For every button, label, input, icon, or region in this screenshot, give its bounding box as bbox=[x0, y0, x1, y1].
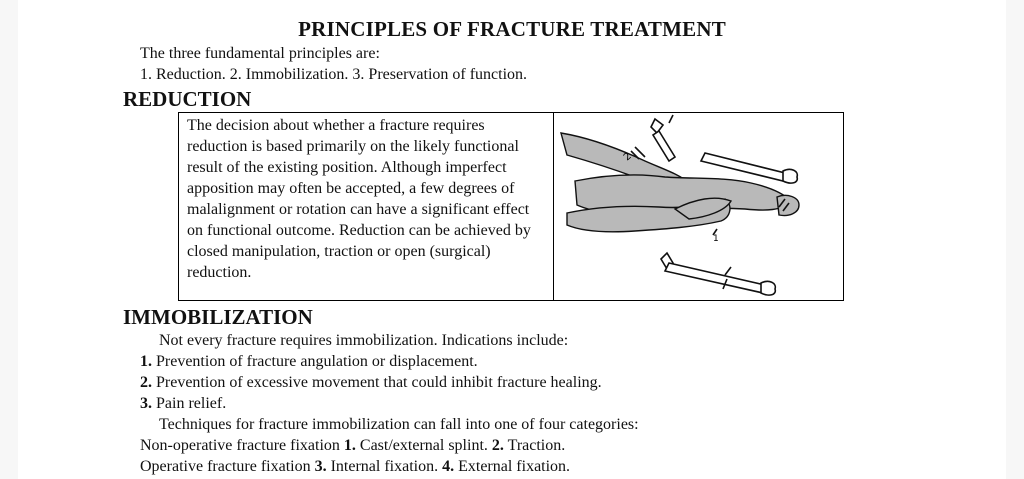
techniques-intro: Techniques for fracture immobilization can fall into one of four categories: bbox=[159, 416, 639, 433]
indication-item-1: 1. Prevention of fracture angulation or displacement. bbox=[140, 353, 478, 370]
indication-item-3: 3. Pain relief. bbox=[140, 395, 227, 412]
indication-item-2: 2. Prevention of excessive movement that could inhibit fracture healing. bbox=[140, 374, 602, 391]
figure-label-2: 2 bbox=[621, 150, 634, 164]
operative-line: Operative fracture fixation 3. Internal fixation. 4. External fixation. bbox=[140, 458, 571, 475]
non-operative-line: Non-operative fracture fixation 1. Cast/external splint. 2. Traction. bbox=[140, 437, 566, 454]
fracture-reduction-illustration bbox=[555, 113, 843, 300]
document-page bbox=[18, 0, 1006, 479]
immobilization-heading: IMMOBILIZATION bbox=[123, 305, 313, 329]
page-title: PRINCIPLES OF FRACTURE TREATMENT bbox=[298, 17, 726, 41]
reduction-paragraph: The decision about whether a fracture requires reduction is based primarily on the likely functional result of the existing position. Although imperfect apposition may often be accepted, a few degrees of malalignment or rotation can have a significant effect on functional outcome. Reduction can be achieved by closed manipulation, traction or open (surgical) reduction. bbox=[187, 117, 531, 281]
immobilization-intro: Not every fracture requires immobilization. Indications include: bbox=[159, 332, 569, 349]
principles-list: 1. Reduction. 2. Immobilization. 3. Preservation of function. bbox=[140, 66, 528, 83]
reduction-heading: REDUCTION bbox=[123, 87, 252, 111]
intro-line: The three fundamental principles are: bbox=[140, 45, 380, 62]
table-divider bbox=[553, 113, 554, 300]
figure-label-1: 1 bbox=[713, 234, 719, 244]
reduction-table bbox=[178, 112, 844, 301]
